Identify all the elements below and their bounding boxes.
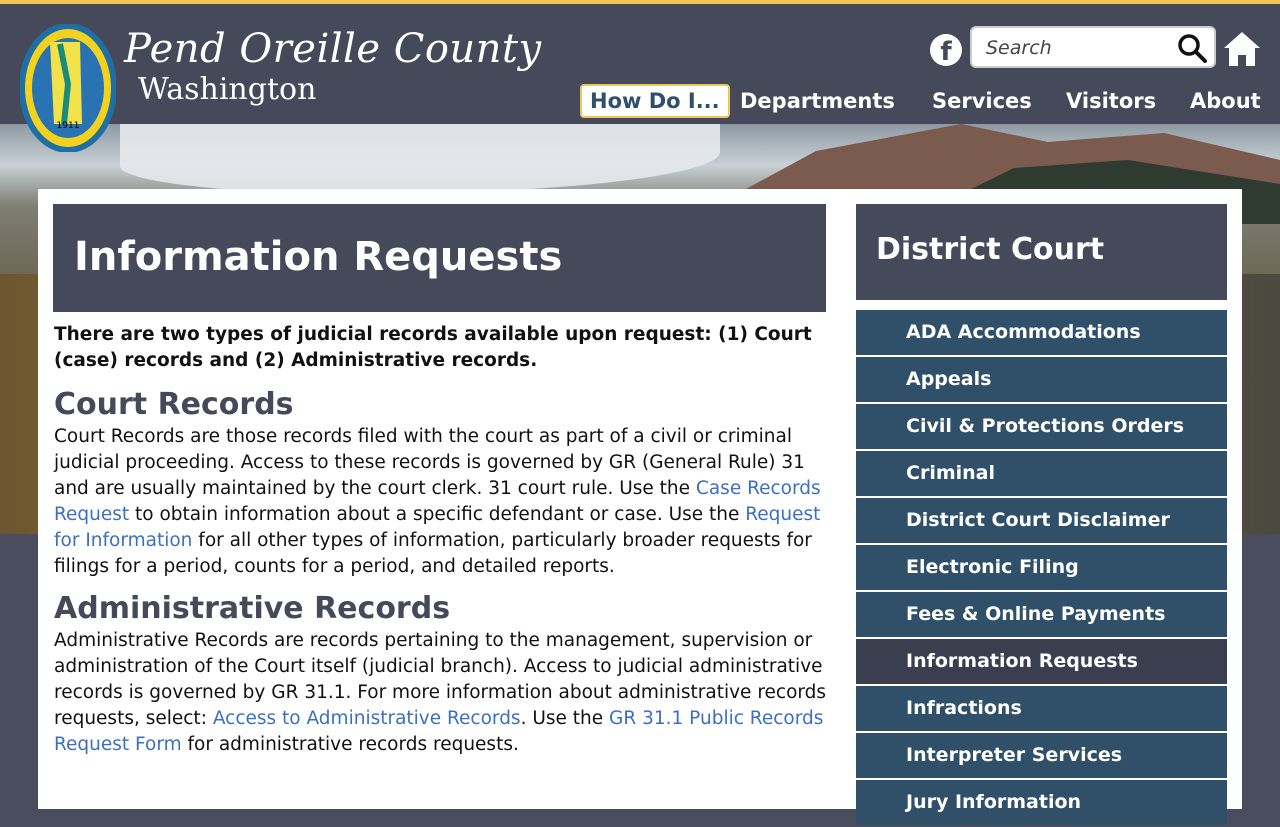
main-nav [0,84,1280,120]
site-title[interactable]: Pend Oreille County [124,26,542,72]
nav-departments[interactable]: Departments [740,89,895,113]
sidebar-item-civil-protection-orders[interactable]: Civil & Protections Orders [856,404,1227,449]
sidebar-item-district-court-disclaimer[interactable]: District Court Disclaimer [856,498,1227,543]
nav-visitors[interactable]: Visitors [1066,89,1157,113]
site-header [0,4,1280,131]
page-title-box [53,204,826,312]
administrative-records-heading: Administrative Records [54,591,451,626]
sidebar-item-ada-accommodations[interactable]: ADA Accommodations [856,310,1227,355]
sidebar-title: District Court [876,232,1105,267]
home-icon[interactable] [1222,30,1262,68]
sidebar-menu [856,310,1227,827]
search-input[interactable] [986,35,1166,61]
seal-year: 1911 [56,121,80,131]
intro-text: There are two types of judicial records available upon request: (1) Court (case) records and (2) Administrative records. [54,324,812,371]
sidebar-item-criminal[interactable]: Criminal [856,451,1227,496]
sidebar-item-appeals[interactable]: Appeals [856,357,1227,402]
request-for-information-link[interactable]: Request for Information [54,504,821,551]
sidebar-item-electronic-filing[interactable]: Electronic Filing [856,545,1227,590]
sidebar-item-interpreter-services[interactable]: Interpreter Services [856,733,1227,778]
sidebar-item-fees-online-payments[interactable]: Fees & Online Payments [856,592,1227,637]
case-records-request-link[interactable]: Case Records Request [54,478,821,525]
nav-services[interactable]: Services [932,89,1032,113]
main-content [54,322,829,768]
page-title: Information Requests [74,234,563,280]
search-icon[interactable] [1176,33,1208,63]
search-box [970,26,1216,68]
facebook-icon[interactable]: f [930,34,962,66]
sidebar-title-box [856,204,1227,300]
sidebar-item-infractions[interactable]: Infractions [856,686,1227,731]
court-records-heading: Court Records [54,387,294,422]
site-subtitle[interactable]: Washington [138,72,317,107]
administrative-records-text: Administrative Records are records pertaining to the management, supervision or administration of the Court itself (judicial branch). Access to judicial administrative records is governed by GR 31.1. For more information about administrative records requests, select: Access to Administrative Records. Use the GR 31.1 Public Records Request Form for administrative records requests. [54,630,827,755]
nav-how-do-i[interactable]: How Do I... [580,84,730,118]
access-administrative-records-link[interactable]: Access to Administrative Records [212,708,521,729]
sidebar-item-information-requests[interactable]: Information Requests [856,639,1227,684]
court-records-text: Court Records are those records filed with the court as part of a civil or criminal judicial proceeding. Access to these records is governed by GR (General Rule) 31 and are usually maintained by the court clerk. 31 court rule. Use the Case Records Request to obtain information about a specific defendant or case. Use the Request for Information for all other types of information, particularly broader requests for filings for a period, counts for a period, and detailed reports. [54,426,821,577]
sidebar-item-jury-information[interactable]: Jury Information [856,780,1227,825]
gr-31-1-request-form-link[interactable]: GR 31.1 Public Records Request Form [54,708,824,755]
nav-about[interactable]: About [1190,89,1261,113]
